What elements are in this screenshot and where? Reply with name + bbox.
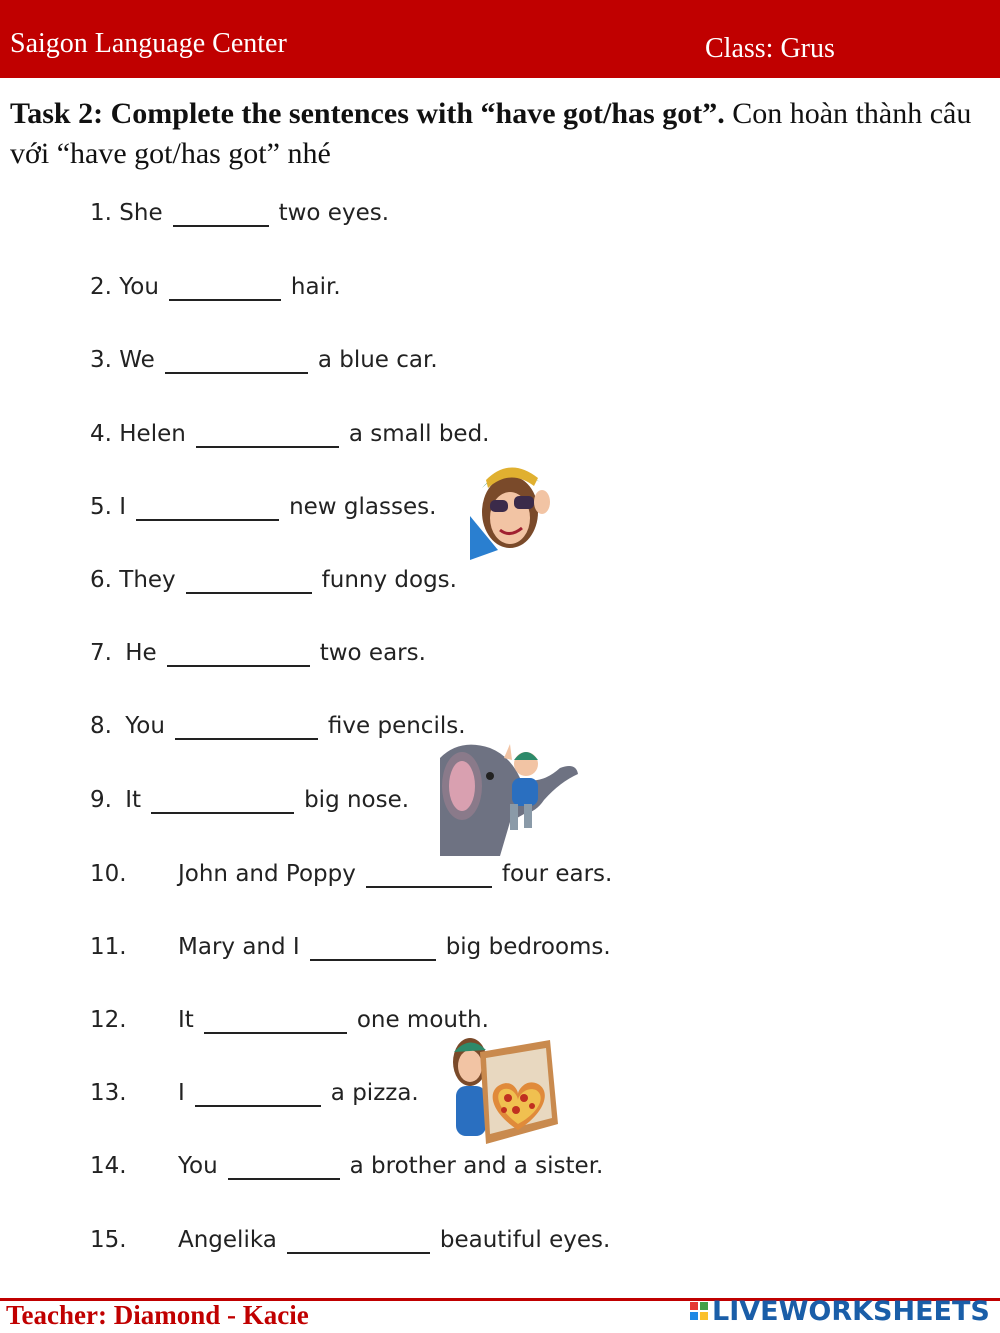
- item-ending: five pencils.: [327, 713, 466, 739]
- item-subject: I: [178, 1080, 185, 1106]
- item-number: 7.: [90, 640, 112, 666]
- answer-input-4[interactable]: [196, 422, 339, 448]
- item-ending: new glasses.: [289, 494, 437, 520]
- item-number: 13.: [90, 1080, 127, 1106]
- item-number: 15.: [90, 1227, 127, 1253]
- list-item: [90, 196, 389, 230]
- item-subject: Mary and I: [178, 934, 300, 960]
- school-name: Saigon Language Center: [10, 28, 287, 59]
- list-item: [90, 783, 409, 817]
- item-ending: four ears.: [501, 861, 613, 887]
- item-number: 3.: [90, 347, 112, 373]
- answer-input-2[interactable]: [169, 275, 281, 301]
- list-item: [90, 1076, 419, 1110]
- item-subject: She: [119, 200, 163, 226]
- answer-input-13[interactable]: [195, 1081, 321, 1107]
- list-item: [90, 343, 438, 377]
- answer-input-1[interactable]: [173, 201, 269, 227]
- item-subject: It: [125, 787, 142, 813]
- list-item: [90, 563, 457, 597]
- answer-input-15[interactable]: [287, 1228, 430, 1254]
- item-number: 9.: [90, 787, 112, 813]
- item-ending: one mouth.: [356, 1007, 489, 1033]
- item-number: 1.: [90, 200, 112, 226]
- teacher-name: Teacher: Diamond - Kacie: [6, 1300, 309, 1330]
- list-item: [90, 1223, 610, 1257]
- item-number: 2.: [90, 274, 112, 300]
- liveworksheets-logo-icon: [690, 1302, 708, 1320]
- item-number: 4.: [90, 421, 112, 447]
- item-ending: beautiful eyes.: [439, 1227, 611, 1253]
- list-item: [90, 270, 341, 304]
- answer-input-12[interactable]: [204, 1008, 347, 1034]
- item-number: 10.: [90, 861, 127, 887]
- logo-text: LIVEWORKSHEETS: [712, 1295, 990, 1327]
- answer-input-11[interactable]: [310, 935, 436, 961]
- answer-input-5[interactable]: [136, 495, 279, 521]
- item-number: 5.: [90, 494, 112, 520]
- answer-input-8[interactable]: [175, 714, 318, 740]
- list-item: [90, 709, 466, 743]
- item-ending: two ears.: [319, 640, 426, 666]
- task-subtitle: Con hoàn thành câu với “have got/has got” nhé: [10, 97, 972, 170]
- header-bar: [0, 0, 1000, 78]
- task-title: Task 2: Complete the sentences with “have got/has got”.: [10, 97, 725, 130]
- list-item: [90, 930, 611, 964]
- item-ending: a blue car.: [317, 347, 438, 373]
- item-number: 14.: [90, 1153, 127, 1179]
- item-subject: Helen: [119, 421, 186, 447]
- answer-input-6[interactable]: [186, 568, 312, 594]
- item-subject: You: [119, 274, 159, 300]
- item-subject: You: [178, 1153, 218, 1179]
- item-subject: Angelika: [178, 1227, 277, 1253]
- item-subject: I: [119, 494, 127, 520]
- item-subject: We: [119, 347, 155, 373]
- avatar-sunglasses-icon: [468, 456, 558, 560]
- class-label: Class: Grus: [705, 33, 835, 64]
- answer-input-9[interactable]: [151, 788, 294, 814]
- list-item: [90, 636, 426, 670]
- item-ending: a pizza.: [330, 1080, 419, 1106]
- item-ending: funny dogs.: [321, 567, 457, 593]
- item-number: 11.: [90, 934, 127, 960]
- answer-input-14[interactable]: [228, 1154, 340, 1180]
- item-ending: big bedrooms.: [445, 934, 611, 960]
- item-ending: two eyes.: [278, 200, 390, 226]
- liveworksheets-logo[interactable]: [690, 1296, 990, 1326]
- item-subject: He: [125, 640, 157, 666]
- item-number: 6.: [90, 567, 112, 593]
- item-ending: a brother and a sister.: [349, 1153, 604, 1179]
- answer-input-3[interactable]: [165, 348, 308, 374]
- item-subject: You: [125, 713, 165, 739]
- answer-input-7[interactable]: [167, 641, 310, 667]
- list-item: [90, 857, 612, 891]
- item-subject: It: [178, 1007, 194, 1033]
- item-number: 8.: [90, 713, 112, 739]
- list-item: [90, 1149, 603, 1183]
- item-subject: They: [119, 567, 176, 593]
- task-instruction: [10, 94, 990, 174]
- pizza-avatar-icon: [446, 1034, 562, 1148]
- item-number: 12.: [90, 1007, 127, 1033]
- item-ending: a small bed.: [348, 421, 490, 447]
- elephant-avatar-icon: [440, 738, 580, 856]
- answer-input-10[interactable]: [366, 862, 492, 888]
- item-ending: big nose.: [304, 787, 410, 813]
- item-subject: John and Poppy: [178, 861, 356, 887]
- list-item: [90, 417, 489, 451]
- list-item: [90, 1003, 489, 1037]
- item-ending: hair.: [290, 274, 341, 300]
- list-item: [90, 490, 436, 524]
